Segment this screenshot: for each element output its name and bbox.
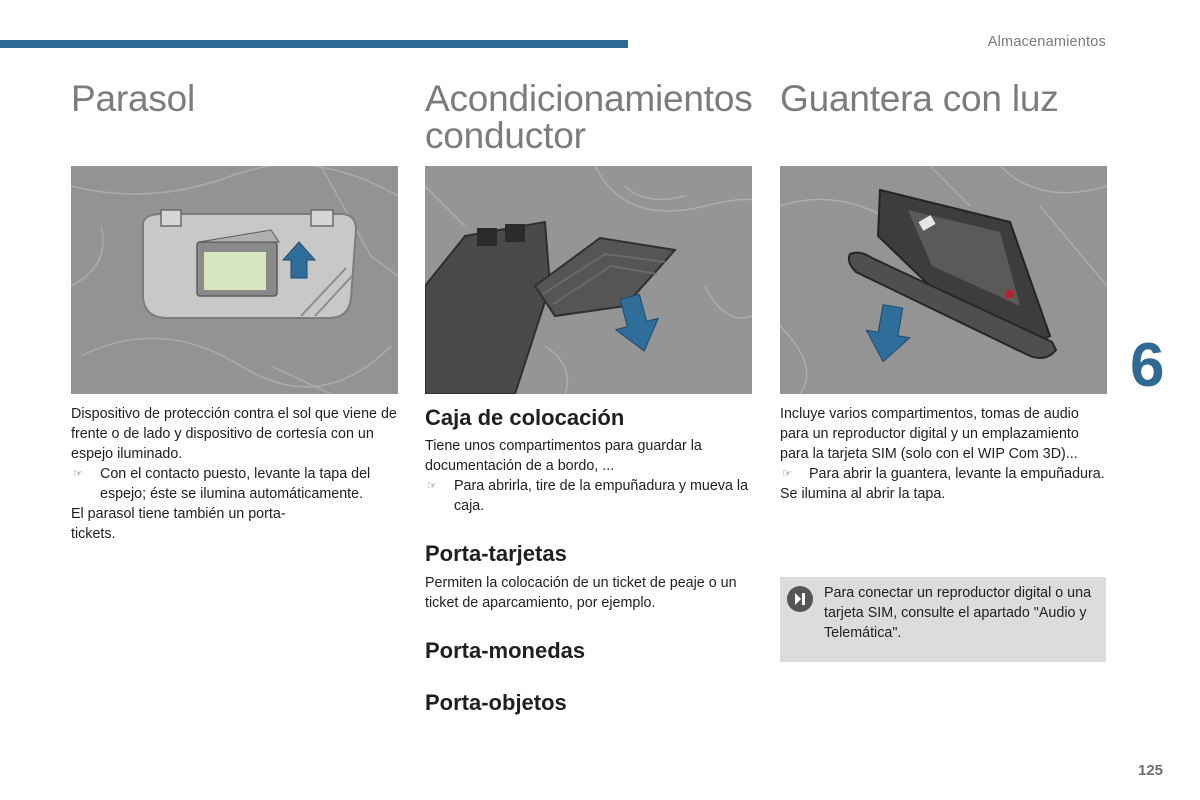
card-holder-text xyxy=(425,573,752,613)
driver-storage-illustration xyxy=(425,166,752,394)
chapter-number: 6 xyxy=(1130,331,1165,400)
sun-visor-illustration xyxy=(71,166,398,394)
sun-visor-extra: El parasol tiene también un porta-tickets. xyxy=(71,506,286,542)
sun-visor-title: Parasol xyxy=(71,78,196,119)
sun-visor-bullet xyxy=(71,464,398,504)
glove-box-illustration xyxy=(780,166,1107,394)
glove-box-text xyxy=(780,404,1107,504)
object-holder-heading: Porta-objetos xyxy=(425,690,567,715)
glove-box-description: Incluye varios compartimentos, tomas de audio para un reproductor digital y un emplazamiento para la tarjeta SIM (solo con el WIP Com 3D)... xyxy=(780,406,1079,462)
info-box-text: Para conectar un reproductor digital o una tarjeta SIM, consulte el apartado "Audio y Telemática". xyxy=(824,585,1092,641)
info-box xyxy=(780,577,1106,662)
header-rule xyxy=(0,40,628,48)
driver-storage-title xyxy=(425,80,752,166)
storage-box-bullet-text: Para abrirla, tire de la empuñadura y mueva la caja. xyxy=(454,478,749,514)
storage-box-bullet xyxy=(425,476,752,516)
sun-visor-description: Dispositivo de protección contra el sol que viene de frente o de lado y dispositivo de cortesía con un espejo iluminado. xyxy=(71,406,397,462)
sun-visor-text xyxy=(71,404,398,544)
sun-visor-column xyxy=(71,78,398,542)
card-holder-heading: Porta-tarjetas xyxy=(425,541,567,566)
sun-visor-bullet-text: Con el contacto puesto, levante la tapa del espejo; éste se ilumina automáticamente. xyxy=(100,466,371,502)
pointing-hand-icon: ☞ xyxy=(73,468,83,480)
driver-storage-title-line2: conductor xyxy=(425,115,586,156)
storage-box-description: Tiene unos compartimentos para guardar la documentación de a bordo, ... xyxy=(425,438,702,474)
glove-box-bullet-text: Para abrir la guantera, levante la empuñadura. xyxy=(809,466,1105,482)
storage-box-heading: Caja de colocación xyxy=(425,405,625,430)
skip-forward-icon xyxy=(787,586,813,612)
storage-box-text xyxy=(425,436,752,516)
glove-box-drawing xyxy=(780,166,1107,394)
pointing-hand-icon: ☞ xyxy=(427,480,437,492)
storage-box-drawing xyxy=(425,166,752,394)
card-holder-description: Permiten la colocación de un ticket de peaje o un ticket de aparcamiento, por ejemplo. xyxy=(425,575,737,611)
glove-box-extra: Se ilumina al abrir la tapa. xyxy=(780,486,946,502)
coin-holder-heading: Porta-monedas xyxy=(425,638,586,663)
glove-box-column xyxy=(780,78,1107,641)
driver-storage-column xyxy=(425,78,753,715)
page-number: 125 xyxy=(1138,762,1164,779)
section-name: Almacenamientos xyxy=(987,34,1106,50)
glove-box-title: Guantera con luz xyxy=(780,78,1059,119)
sun-visor-drawing xyxy=(71,166,398,394)
glove-box-bullet xyxy=(780,464,1107,484)
driver-storage-title-line1: Acondicionamientos xyxy=(425,78,753,119)
pointing-hand-icon: ☞ xyxy=(782,468,792,480)
